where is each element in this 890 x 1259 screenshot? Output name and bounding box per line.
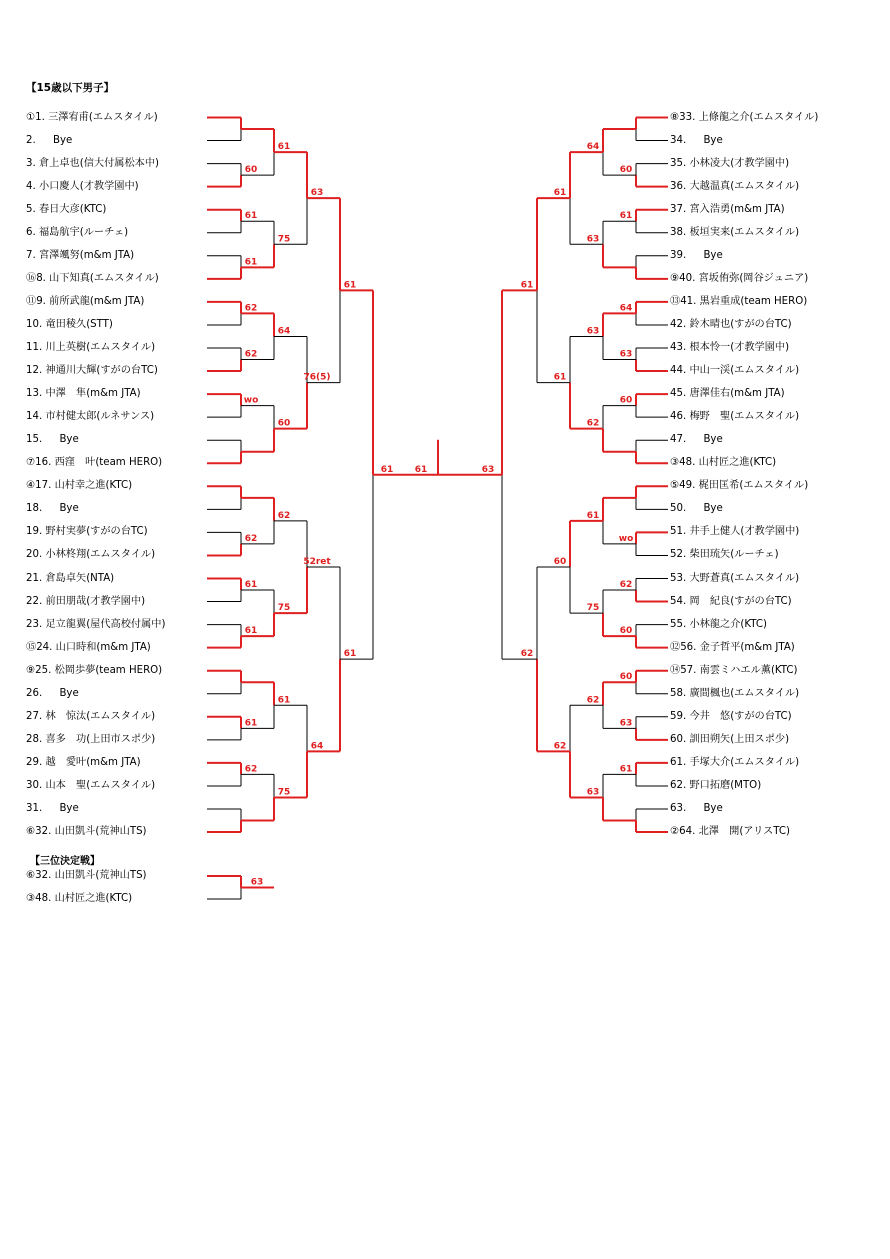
player-name: 小口慶人(才教学園中) bbox=[35, 180, 139, 192]
player-name: 喜多 功(上田市スポ少) bbox=[42, 733, 156, 745]
score-label: 63 bbox=[481, 464, 495, 475]
draw-number: 42. bbox=[670, 318, 687, 330]
player-name: 林 惊汰(エムスタイル) bbox=[42, 710, 156, 722]
score-label: 60 bbox=[619, 672, 633, 683]
player-name: 足立龍翼(屋代高校付属中) bbox=[42, 618, 166, 630]
draw-number: 55. bbox=[670, 618, 687, 630]
seed-mark: ⑤ bbox=[670, 480, 680, 492]
player-name: 山田凱斗(荒神山TS) bbox=[51, 870, 147, 881]
draw-number: 31. bbox=[26, 803, 43, 814]
score-label: 62 bbox=[244, 303, 258, 314]
score-label: 63 bbox=[586, 326, 600, 337]
player-name: 前田朋哉(才教学園中) bbox=[42, 595, 146, 607]
player-name: 鈴木晴也(すがの台TC) bbox=[686, 318, 792, 330]
seed-mark: ⑭ bbox=[670, 664, 681, 676]
draw-number: 53. bbox=[670, 572, 687, 584]
player-name: 板垣実来(エムスタイル) bbox=[686, 226, 800, 238]
draw-number: 4. bbox=[26, 180, 36, 192]
draw-number: 49. bbox=[679, 480, 696, 492]
score-label: 63 bbox=[310, 188, 324, 199]
draw-number: 22. bbox=[26, 595, 43, 607]
player-name: 山村匠之進(KTC) bbox=[695, 457, 777, 469]
player-name: 金子哲平(m&m JTA) bbox=[696, 641, 795, 653]
draw-number: 5. bbox=[26, 203, 36, 215]
player-name: 倉島卓矢(NTA) bbox=[42, 572, 115, 584]
seed-mark: ⑨ bbox=[26, 664, 36, 676]
draw-number: 63. bbox=[670, 803, 687, 814]
draw-number: 18. bbox=[26, 503, 43, 515]
score-label: 61 bbox=[553, 372, 567, 383]
seed-mark: ⑯ bbox=[26, 272, 37, 284]
draw-number: 32. bbox=[35, 870, 52, 881]
draw-number: 35. bbox=[670, 157, 687, 169]
seed-mark: ⑪ bbox=[26, 295, 37, 307]
draw-number: 34. bbox=[670, 134, 687, 146]
score-label: 64 bbox=[277, 326, 291, 337]
score-label: 61 bbox=[520, 280, 534, 291]
seed-mark: ③ bbox=[670, 457, 680, 469]
player-name: 大野蒼真(エムスタイル) bbox=[686, 572, 800, 584]
player-name: 手塚大介(エムスタイル) bbox=[686, 756, 800, 768]
draw-number: 2. bbox=[26, 134, 36, 146]
score-label: 64 bbox=[310, 741, 324, 752]
score-label: 61 bbox=[244, 718, 258, 729]
draw-number: 8. bbox=[36, 272, 46, 284]
player-name: 南雲ミハエル薫(KTC) bbox=[696, 664, 798, 676]
player-name: 春日大彦(KTC) bbox=[35, 203, 107, 215]
score-label: 61 bbox=[619, 764, 633, 775]
player-name: 山口時和(m&m JTA) bbox=[52, 641, 151, 653]
draw-number: 9. bbox=[36, 295, 46, 307]
player-name: 訓田朔矢(上田スポ少) bbox=[686, 733, 790, 745]
player-name: Bye bbox=[49, 134, 73, 146]
score-label: 63 bbox=[586, 787, 600, 798]
draw-number: 43. bbox=[670, 342, 687, 353]
player-name: 市村健太郎(ルネサンス) bbox=[42, 411, 155, 423]
draw-number: 38. bbox=[670, 226, 687, 238]
player-name: Bye bbox=[700, 249, 723, 261]
score-label: 62 bbox=[520, 649, 534, 660]
seed-mark: ⑫ bbox=[670, 641, 681, 653]
score-label: 60 bbox=[619, 626, 633, 637]
draw-number: 23. bbox=[26, 618, 43, 630]
player-name: Bye bbox=[700, 803, 723, 814]
player-name: 山田凱斗(荒神山TS) bbox=[51, 826, 147, 838]
seed-mark: ④ bbox=[26, 480, 36, 492]
player-name: 西窪 叶(team HERO) bbox=[51, 457, 163, 469]
player-name: 中山一渓(エムスタイル) bbox=[686, 365, 800, 377]
score-label: wo bbox=[618, 533, 634, 544]
player-name: 柴田琉矢(ルーチェ) bbox=[686, 549, 779, 561]
draw-number: 46. bbox=[670, 411, 687, 423]
player-name: Bye bbox=[700, 434, 723, 446]
score-label: 61 bbox=[244, 580, 258, 591]
draw-number: 62. bbox=[670, 779, 687, 791]
player-name: 野口拓磨(MTO) bbox=[686, 779, 762, 791]
score-label: 76(5) bbox=[303, 372, 331, 383]
draw-number: 13. bbox=[26, 388, 43, 400]
draw-number: 21. bbox=[26, 572, 43, 584]
player-name: 中澤 隼(m&m JTA) bbox=[42, 388, 141, 400]
score-label: 61 bbox=[244, 211, 258, 222]
draw-number: 16. bbox=[35, 457, 52, 469]
score-label: 75 bbox=[277, 234, 291, 245]
player-name: 大越温真(エムスタイル) bbox=[686, 180, 800, 192]
draw-number: 50. bbox=[670, 503, 687, 515]
player-name: 上條龍之介(エムスタイル) bbox=[695, 111, 819, 123]
player-name: 福島航宇(ルーチェ) bbox=[35, 226, 129, 238]
player-name: 三澤宥甫(エムスタイル) bbox=[44, 111, 158, 123]
score-label: 61 bbox=[277, 695, 291, 706]
score-label: 60 bbox=[619, 395, 633, 406]
player-name: 黒岩重成(team HERO) bbox=[696, 295, 808, 307]
score-label: 62 bbox=[244, 349, 258, 360]
draw-number: 56. bbox=[680, 641, 697, 653]
draw-number: 24. bbox=[36, 641, 53, 653]
score-label: 61 bbox=[343, 280, 357, 291]
score-label: 62 bbox=[244, 764, 258, 775]
score-label: 60 bbox=[553, 556, 567, 567]
draw-number: 59. bbox=[670, 710, 687, 722]
third-place-title: 【三位決定戦】 bbox=[30, 856, 100, 867]
draw-number: 37. bbox=[670, 203, 687, 215]
player-name: 宮澤颯努(m&m JTA) bbox=[35, 249, 135, 261]
player-name: Bye bbox=[56, 687, 79, 699]
draw-number: 61. bbox=[670, 756, 687, 768]
draw-number: 36. bbox=[670, 180, 687, 192]
score-label: 52ret bbox=[303, 556, 331, 567]
score-label: 63 bbox=[586, 234, 600, 245]
draw-number: 19. bbox=[26, 526, 43, 538]
draw-number: 58. bbox=[670, 687, 687, 699]
player-name: 山村幸之進(KTC) bbox=[51, 480, 133, 492]
score-label: 61 bbox=[244, 257, 258, 268]
player-name: 根本怜一(才教学園中) bbox=[686, 342, 790, 353]
seed-mark: ⑮ bbox=[26, 641, 37, 653]
draw-number: 52. bbox=[670, 549, 687, 561]
player-name: 神通川大輝(すがの台TC) bbox=[42, 365, 158, 377]
player-name: 今井 悠(すがの台TC) bbox=[686, 710, 792, 722]
player-name: 前所武龍(m&m JTA) bbox=[45, 295, 145, 307]
draw-number: 15. bbox=[26, 434, 43, 446]
player-name: 北澤 開(アリスTC) bbox=[695, 826, 790, 838]
draw-number: 64. bbox=[679, 826, 696, 838]
draw-number: 57. bbox=[680, 664, 697, 676]
player-name: 山村匠之進(KTC) bbox=[51, 893, 133, 904]
score-label: 75 bbox=[277, 787, 291, 798]
score-label: 62 bbox=[619, 580, 633, 591]
final-score: 61 bbox=[414, 464, 428, 475]
seed-mark: ⑥ bbox=[26, 870, 36, 881]
draw-number: 7. bbox=[26, 249, 36, 261]
player-name: 小林凌大(才教学園中) bbox=[686, 157, 790, 169]
draw-number: 48. bbox=[679, 457, 696, 469]
player-name: Bye bbox=[56, 434, 79, 446]
score-label: wo bbox=[243, 395, 259, 406]
seed-mark: ⑬ bbox=[670, 295, 681, 307]
draw-number: 17. bbox=[35, 480, 52, 492]
draw-number: 28. bbox=[26, 733, 43, 745]
score-label: 62 bbox=[244, 533, 258, 544]
player-name: 宮坂侑弥(岡谷ジュニア) bbox=[695, 272, 809, 284]
player-name: 梅野 聖(エムスタイル) bbox=[686, 411, 800, 423]
score-label: 62 bbox=[553, 741, 567, 752]
player-name: 小林柊翔(エムスタイル) bbox=[42, 549, 156, 561]
player-name: 岡 紀良(すがの台TC) bbox=[686, 595, 792, 607]
score-label: 63 bbox=[619, 349, 633, 360]
draw-number: 1. bbox=[35, 111, 45, 123]
draw-number: 30. bbox=[26, 779, 43, 791]
page-title: 【15歳以下男子】 bbox=[26, 82, 115, 94]
player-name: 梶田匡希(エムスタイル) bbox=[695, 480, 809, 492]
draw-number: 20. bbox=[26, 549, 43, 561]
draw-number: 48. bbox=[35, 893, 52, 904]
score-label: 61 bbox=[277, 142, 291, 153]
draw-number: 11. bbox=[26, 342, 43, 353]
player-name: 松岡歩夢(team HERO) bbox=[51, 664, 163, 676]
draw-number: 12. bbox=[26, 365, 43, 377]
seed-mark: ③ bbox=[26, 893, 36, 904]
draw-number: 27. bbox=[26, 710, 43, 722]
score-label: 61 bbox=[244, 626, 258, 637]
draw-number: 33. bbox=[679, 111, 696, 123]
score-label: 61 bbox=[343, 649, 357, 660]
draw-number: 39. bbox=[670, 249, 687, 261]
score-label: 62 bbox=[277, 510, 291, 521]
seed-mark: ② bbox=[670, 826, 680, 838]
seed-mark: ⑨ bbox=[670, 272, 680, 284]
player-name: Bye bbox=[56, 803, 79, 814]
score-label: 61 bbox=[553, 188, 567, 199]
seed-mark: ⑦ bbox=[26, 457, 36, 469]
score-label: 64 bbox=[619, 303, 633, 314]
player-name: 越 愛叶(m&m JTA) bbox=[42, 756, 141, 768]
player-name: Bye bbox=[56, 503, 79, 515]
seed-mark: ① bbox=[26, 111, 36, 123]
player-name: 小林龍之介(KTC) bbox=[686, 618, 767, 630]
player-name: Bye bbox=[700, 134, 723, 146]
draw-number: 3. bbox=[26, 157, 36, 169]
draw-number: 44. bbox=[670, 365, 687, 377]
draw-number: 10. bbox=[26, 318, 43, 330]
score-label: 61 bbox=[380, 464, 394, 475]
draw-number: 32. bbox=[35, 826, 52, 838]
draw-number: 60. bbox=[670, 733, 687, 745]
player-name: 唐澤佳右(m&m JTA) bbox=[686, 388, 785, 400]
score-label: 60 bbox=[619, 165, 633, 176]
player-name: Bye bbox=[700, 503, 723, 515]
score-label: 64 bbox=[586, 142, 600, 153]
score-label: 63 bbox=[250, 877, 264, 888]
seed-mark: ⑥ bbox=[26, 826, 36, 838]
player-name: 井手上健人(才教学園中) bbox=[686, 526, 800, 538]
draw-number: 40. bbox=[679, 272, 696, 284]
score-label: 75 bbox=[277, 603, 291, 614]
player-name: 山本 聖(エムスタイル) bbox=[42, 779, 156, 791]
player-name: 山下知真(エムスタイル) bbox=[45, 272, 159, 284]
draw-number: 6. bbox=[26, 226, 36, 238]
draw-number: 51. bbox=[670, 526, 687, 538]
draw-number: 25. bbox=[35, 664, 52, 676]
draw-number: 29. bbox=[26, 756, 43, 768]
score-label: 63 bbox=[619, 718, 633, 729]
score-label: 62 bbox=[586, 418, 600, 429]
player-name: 野村実夢(すがの台TC) bbox=[42, 526, 148, 538]
score-label: 60 bbox=[244, 165, 258, 176]
player-name: 廣間楓也(エムスタイル) bbox=[686, 687, 800, 699]
score-label: 60 bbox=[277, 418, 291, 429]
draw-number: 41. bbox=[680, 295, 697, 307]
player-name: 竜田稜久(STT) bbox=[42, 318, 113, 330]
player-name: 川上英樹(エムスタイル) bbox=[42, 342, 156, 353]
draw-number: 47. bbox=[670, 434, 687, 446]
score-label: 75 bbox=[586, 603, 600, 614]
draw-number: 45. bbox=[670, 388, 687, 400]
player-name: 宮入浩勇(m&m JTA) bbox=[686, 203, 785, 215]
score-label: 62 bbox=[586, 695, 600, 706]
draw-number: 54. bbox=[670, 595, 687, 607]
player-name: 倉上卓也(信大付属松本中) bbox=[35, 157, 159, 169]
draw-number: 14. bbox=[26, 411, 43, 423]
score-label: 61 bbox=[586, 510, 600, 521]
score-label: 61 bbox=[619, 211, 633, 222]
seed-mark: ⑧ bbox=[670, 111, 680, 123]
draw-number: 26. bbox=[26, 687, 43, 699]
